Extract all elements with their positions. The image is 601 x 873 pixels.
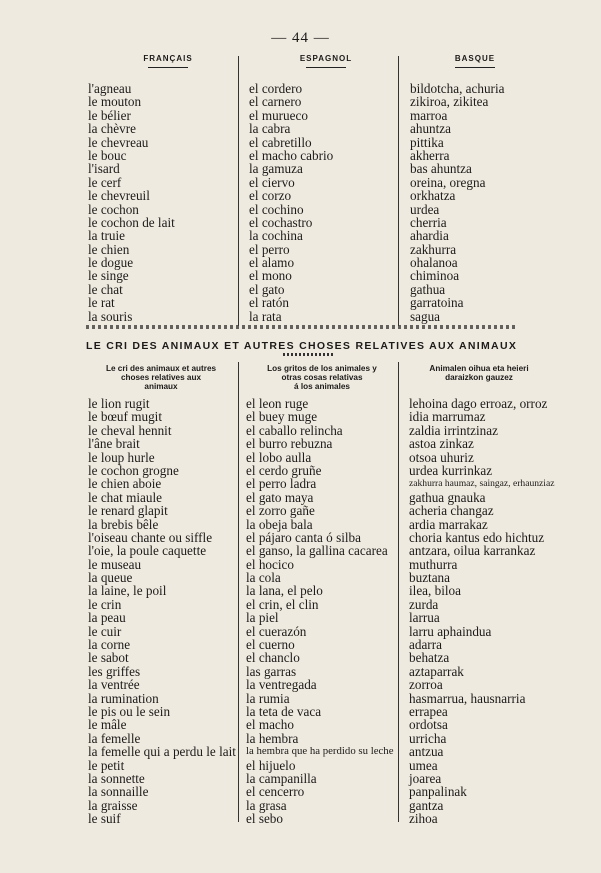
list-item: el hocico [246,556,294,572]
list-item: el cochastro [249,214,313,230]
list-item: la graisse [88,797,138,813]
column-divider [238,56,239,326]
list-item: la obeja bala [246,516,313,532]
section2-spanish-column [246,397,396,826]
list-item: sagua [410,308,441,324]
list-item: la peau [88,610,126,626]
list-item: le dogue [88,255,134,271]
list-item: le museau [88,556,142,572]
list-item: larrua [409,610,440,626]
list-item: el cuerno [246,637,295,653]
header-basque-label: BASQUE [454,54,496,63]
list-item: la cochina [249,228,303,244]
list-item: l'oie, la poule caquette [88,543,207,559]
list-item: gathua [410,281,446,297]
subhead-line: Animalen oihua eta heieri [429,364,529,373]
list-item: el gato maya [246,489,314,505]
list-item: joarea [409,770,442,786]
column-divider [398,362,399,822]
list-item: el cerdo gruñe [246,462,322,478]
list-item: el hijuelo [246,757,296,773]
list-item: zorroa [409,677,443,693]
list-item: le cuir [88,623,122,639]
list-item: la hembra [246,730,299,746]
list-item: errapea [409,703,448,719]
header-espagnol [281,54,371,72]
list-item: bas ahuntza [410,161,472,177]
section1-spanish-column [249,82,397,323]
list-item: el cochino [249,201,304,217]
list-item: le bœuf mugit [88,409,162,425]
list-item: el buey muge [246,409,318,425]
list-item: el perro [249,241,290,257]
list-item: zakhurra haumaz, saingaz, erhaunziaz [409,478,555,490]
list-item: zihoa [409,811,438,827]
list-item: la brebis bêle [88,516,159,532]
list-item: hasmarrua, hausnarria [409,690,526,706]
list-item: le cochon [88,201,139,217]
list-item: le chien [88,241,130,257]
list-item: l'agneau [88,81,132,96]
list-item: le chat miaule [88,489,162,505]
list-item: el mono [249,268,292,284]
list-item: la femelle qui a perdu le lait [88,744,236,760]
list-item: umea [409,757,438,773]
list-item: el sebo [246,811,283,827]
list-item: urdea kurrinkaz [409,462,493,478]
list-item: zikiroa, zikitea [410,94,489,110]
list-item: le cheval hennit [88,422,172,438]
subhead-line: otras cosas relativas [281,373,363,382]
column-divider [398,56,399,326]
list-item: el leon ruge [246,396,309,411]
header-francais [128,54,208,72]
list-item: muthurra [409,556,458,572]
list-item: le renard glapit [88,503,168,519]
list-item: ardia marrakaz [409,516,488,532]
list-item: las garras [246,663,297,679]
subhead-line: choses relatives aux [120,373,202,382]
list-item: el burro rebuzna [246,436,333,452]
header-francais-label: FRANÇAIS [143,54,193,63]
list-item: la queue [88,570,133,586]
list-item: el ratón [249,295,289,311]
list-item: orkhatza [410,188,456,204]
list-item: le chat [88,281,123,297]
section2-french-column [88,397,236,826]
section1-french-column [88,82,236,323]
list-item: le chevreau [88,134,149,150]
list-item: la rumia [246,690,290,706]
list-item: le petit [88,757,125,773]
list-item: el perro ladra [246,476,317,492]
list-item: el macho [246,717,294,733]
list-item: le mâle [88,717,127,733]
wavy-rule [86,325,517,329]
list-item: marroa [410,107,448,123]
list-item: le sabot [88,650,129,666]
list-item: el ciervo [249,174,295,190]
list-item: antzua [409,744,444,760]
list-item: pittika [410,134,444,150]
list-item: le suif [88,811,121,827]
list-item: la lana, el pelo [246,583,323,599]
list-item: ahuntza [410,121,452,137]
list-item: le pis ou le sein [88,703,171,719]
list-item: le crin [88,596,122,612]
list-item: urdea [410,201,440,217]
subhead-line: Los gritos de los animales y [267,364,377,373]
header-rule [455,67,495,68]
list-item: idia marrumaz [409,409,486,425]
list-item: el gato [249,281,285,297]
list-item: la ventrée [88,677,140,693]
list-item: el lobo aulla [246,449,312,465]
list-item: adarra [409,637,442,653]
page-number: — 44 — [271,30,330,46]
list-item: el cuerazón [246,623,307,639]
list-item: el macho cabrio [249,147,334,163]
list-item: la chèvre [88,121,136,137]
list-item: ahardia [410,228,449,244]
list-item: lehoina dago erroaz, orroz [409,396,548,411]
list-item: el caballo relincha [246,422,343,438]
list-item: le singe [88,268,129,284]
list-item: le rat [88,295,115,311]
subhead-spanish [246,364,398,391]
list-item: el zorro gañe [246,503,315,519]
subhead-basque [404,364,554,382]
list-item: le cochon grogne [88,462,179,478]
list-item: la piel [246,610,279,626]
list-item: la souris [88,308,133,324]
list-item: aztaparrak [409,663,464,679]
header-rule [306,67,346,68]
header-espagnol-label: ESPAGNOL [299,54,353,63]
list-item: le bouc [88,147,127,163]
list-item: la laine, le poil [88,583,167,599]
list-item: el ganso, la gallina cacarea [246,543,388,559]
section-title: LE CRI DES ANIMAUX ET AUTRES CHOSES RELATIVES AUX ANIMAUX [86,340,518,352]
list-item: la rata [249,308,282,324]
list-item: cherria [410,214,447,230]
list-item: le cerf [88,174,122,190]
list-item: akherra [410,147,450,163]
list-item: el cabretillo [249,134,312,150]
list-item: la grasa [246,797,287,813]
list-item: ohalanoa [410,255,458,271]
list-item: el corzo [249,188,292,204]
list-item: el chanclo [246,650,300,666]
list-item: le chevreuil [88,188,150,204]
list-item: la gamuza [249,161,303,177]
list-item: la ventregada [246,677,317,693]
list-item: el alamo [249,255,295,271]
list-item: bildotcha, achuria [410,81,505,96]
list-item: el murueco [249,107,308,123]
list-item: la teta de vaca [246,703,322,719]
list-item: oreina, oregna [410,174,486,190]
list-item: el pájaro canta ó silba [246,529,361,545]
list-item: l'isard [88,161,120,177]
list-item: antzara, oilua karrankaz [409,543,536,559]
list-item: la truie [88,228,125,244]
column-divider [238,362,239,822]
list-item: zaldia irrintzinaz [409,422,498,438]
list-item: astoa zinkaz [409,436,474,452]
list-item: acheria changaz [409,503,494,519]
list-item: l'oiseau chante ou siffle [88,529,213,545]
list-item: ordotsa [409,717,448,733]
header-rule [148,67,188,68]
list-item: le lion rugit [88,396,150,411]
list-item: el cordero [249,81,303,96]
subhead-line: daraizkon gauzez [445,373,513,382]
list-item: l'âne brait [88,436,140,452]
list-item: les griffes [88,663,141,679]
list-item: la corne [88,637,131,653]
list-item: la sonnette [88,770,145,786]
list-item: garratoina [410,295,464,311]
list-item: la hembra que ha perdido su leche [246,745,394,758]
list-item: le mouton [88,94,142,110]
list-item: urricha [409,730,447,746]
list-item: zakhurra [410,241,457,257]
list-item: la rumination [88,690,159,706]
list-item: zurda [409,596,439,612]
header-basque [435,54,515,72]
title-ornament [283,353,333,356]
subhead-line: á los animales [294,382,350,391]
subhead-french [86,364,236,391]
list-item: le cochon de lait [88,214,175,230]
list-item: le bélier [88,107,131,123]
list-item: panpalinak [409,784,467,800]
subhead-line: Le cri des animaux et autres [105,364,217,373]
list-item: la femelle [88,730,141,746]
list-item: larru aphaindua [409,623,492,639]
list-item: le loup hurle [88,449,155,465]
list-item: el cencerro [246,784,305,800]
list-item: el crin, el clin [246,596,319,612]
list-item: la cabra [249,121,291,137]
list-item: la sonnaille [88,784,149,800]
list-item: gantza [409,797,444,813]
section2-basque-column [409,397,559,826]
list-item: ilea, biloa [409,583,461,599]
list-item: la campanilla [246,770,317,786]
list-item: gathua gnauka [409,489,486,505]
list-item: chiminoa [410,268,460,284]
list-item: el carnero [249,94,302,110]
list-item: choria kantus edo hichtuz [409,529,545,545]
list-item: buztana [409,570,451,586]
section1-basque-column [410,82,560,323]
list-item: la cola [246,570,281,586]
list-item: behatza [409,650,450,666]
subhead-line: animaux [144,382,178,391]
list-item: otsoa uhuriz [409,449,474,465]
list-item: le chien aboie [88,476,162,492]
